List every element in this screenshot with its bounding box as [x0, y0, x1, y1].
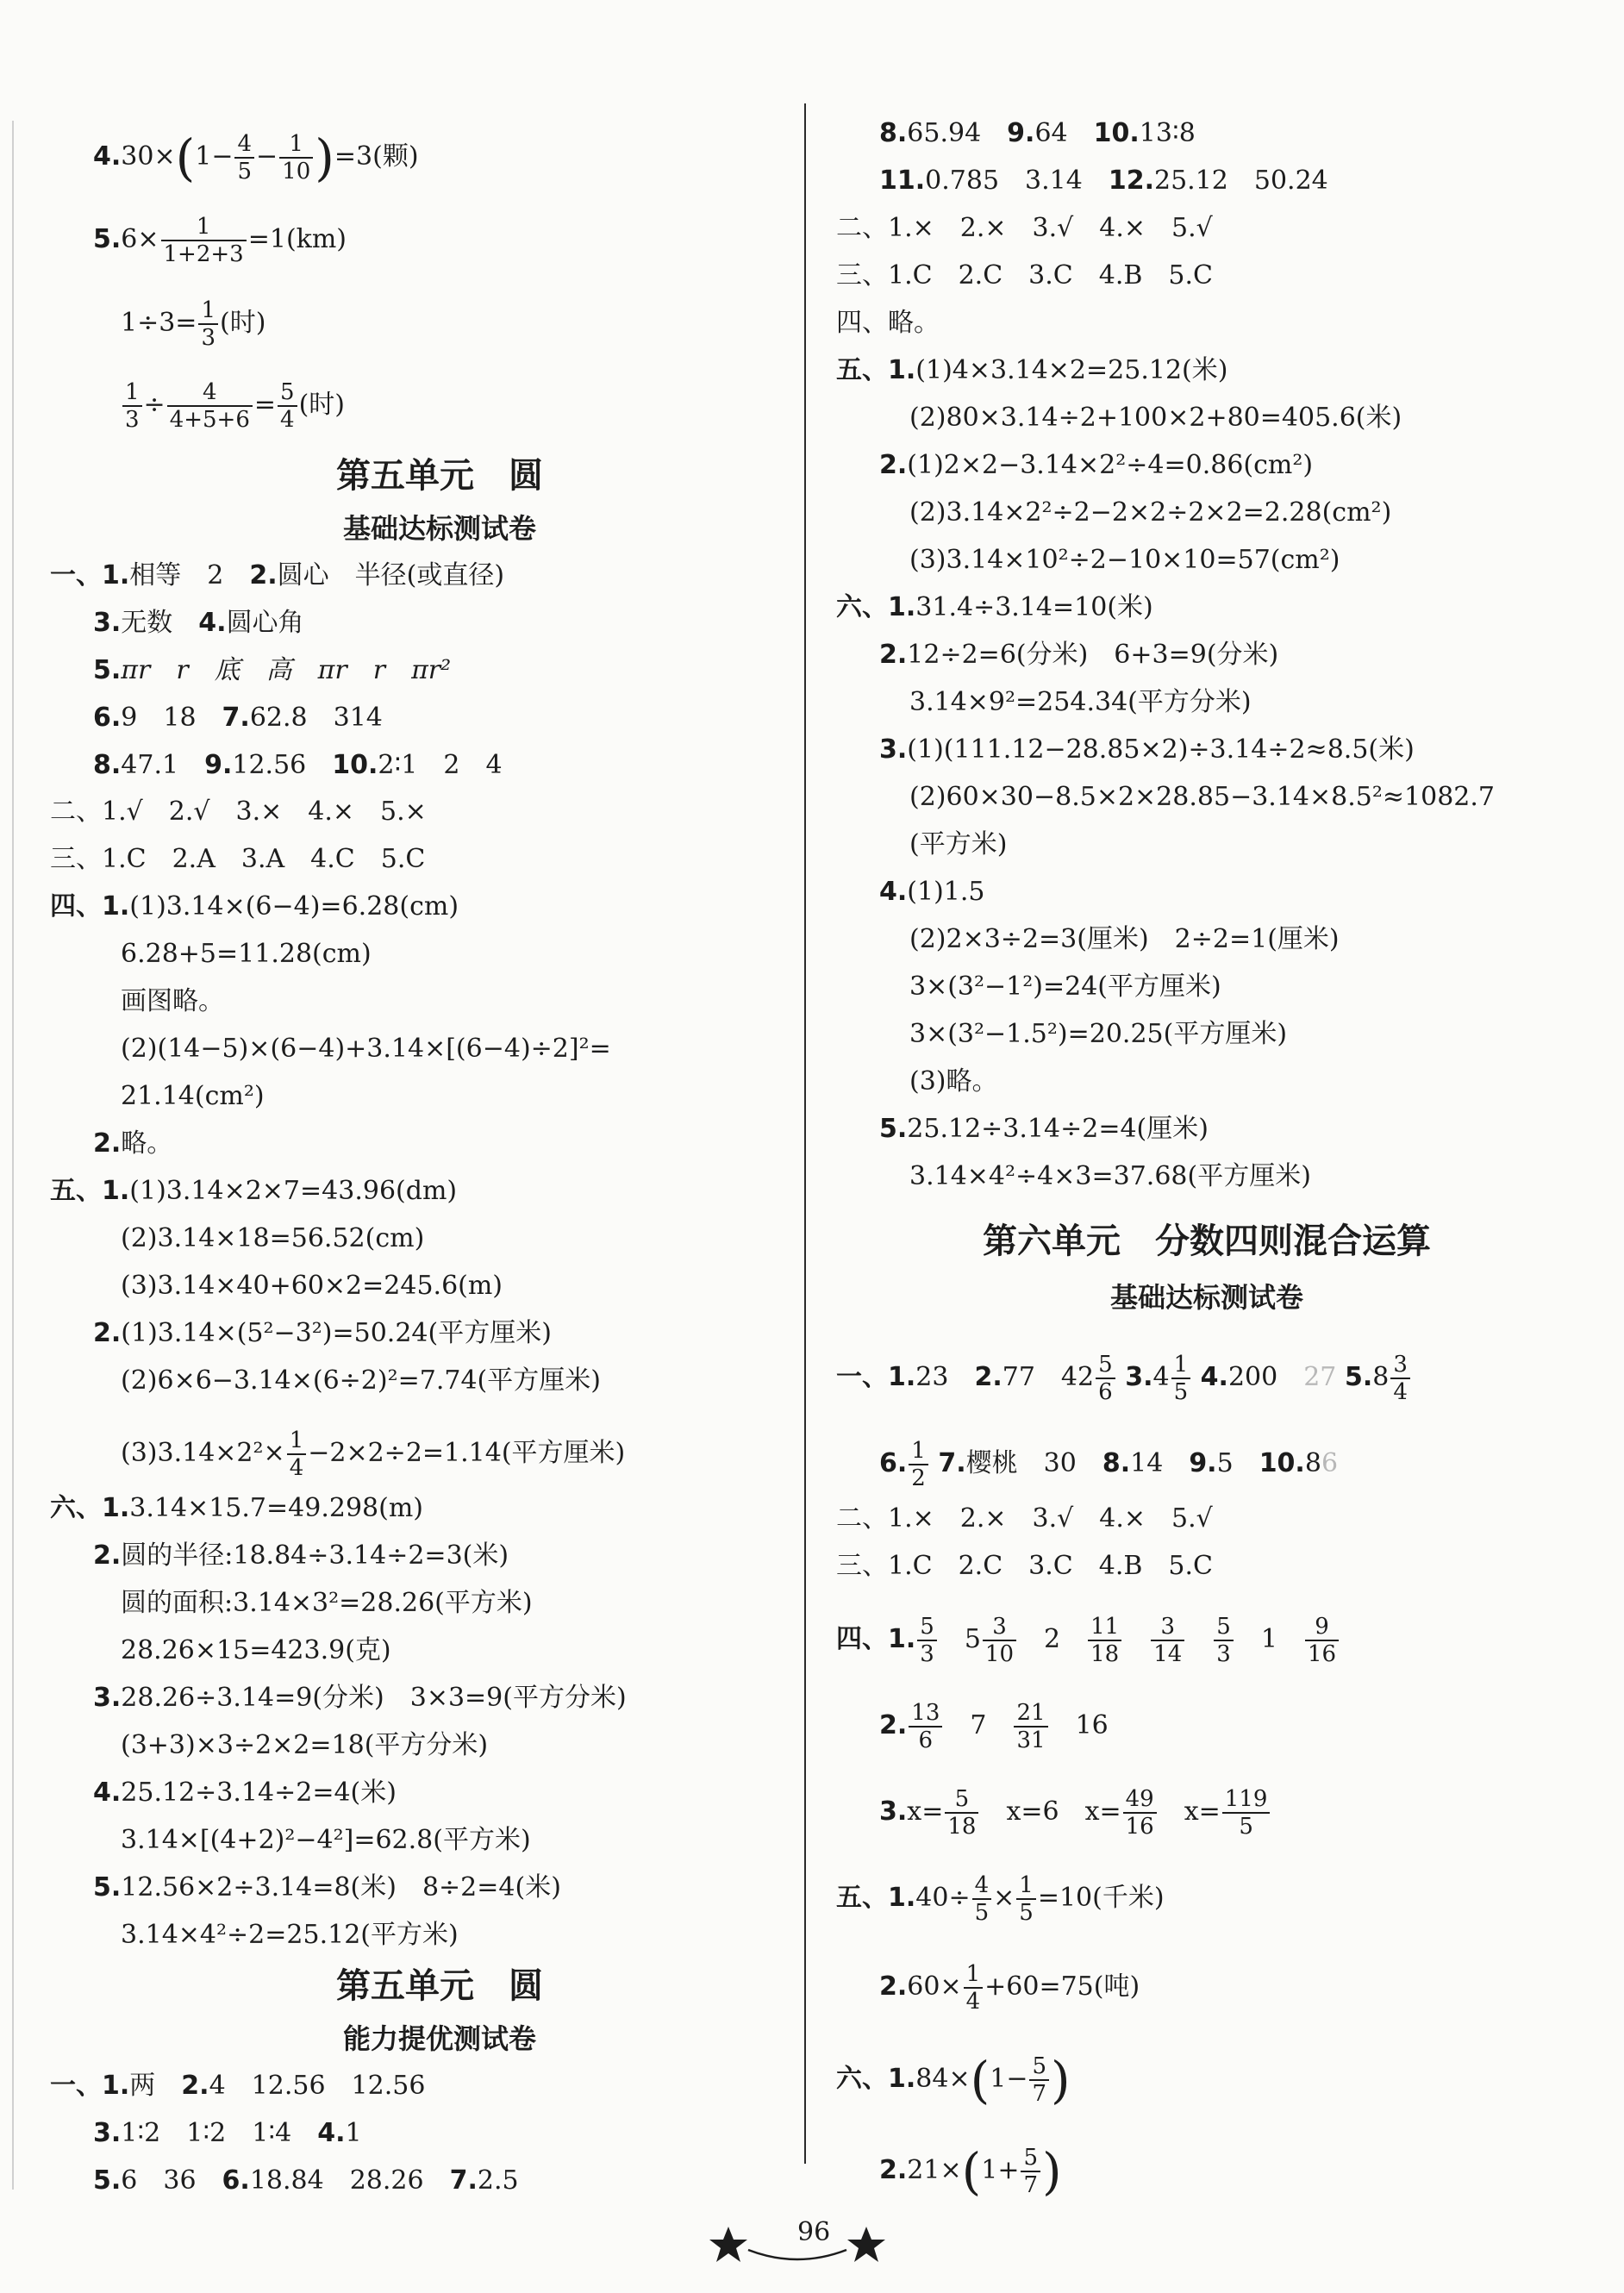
answer-line: 3.x= $\frac{5}{18}$ x=6 x= $\frac{49}{16}$ x= $\frac{119}{5}$	[879, 1786, 1271, 1840]
answer-line: 28.26×15=423.9(克)	[121, 1635, 391, 1665]
answer-line: (3+3)×3÷2×2=18(平方分米)	[121, 1730, 489, 1760]
answer-line: 一、1.两 2.4 12.56 12.56	[50, 2071, 426, 2101]
answer-line: 8.47.1 9.12.56 10.2∶1 2 4	[93, 750, 503, 780]
answer-line: 3.(1)(111.12−28.85×2)÷3.14÷2≈8.5(米)	[879, 734, 1415, 765]
answer-line: 2.(1)3.14×(5²−3²)=50.24(平方厘米)	[93, 1318, 552, 1348]
answer-line: 2.圆的半径:18.84÷3.14÷2=3(米)	[93, 1540, 509, 1571]
section-title: 第五单元 圆	[336, 1966, 543, 2006]
answer-line: 5.25.12÷3.14÷2=4(厘米)	[879, 1114, 1209, 1144]
answer-line: 2.12÷2=6(分米) 6+3=9(分米)	[879, 640, 1279, 670]
answer-line: 五、1.40÷ $\frac{4}{5}$ × $\frac{1}{5}$ =10(千米)	[836, 1872, 1165, 1926]
left-edge-rule	[12, 121, 14, 2190]
column-divider	[804, 103, 806, 2164]
answer-line: (平方米)	[909, 829, 1008, 859]
answer-line: 一、1.相等 2 2.圆心 半径(或直径)	[50, 560, 505, 590]
answer-line: 画图略。	[121, 986, 224, 1016]
answer-line: 3.14×[(4+2)²−4²]=62.8(平方米)	[121, 1825, 531, 1855]
answer-line: 二、1.× 2.× 3.√ 4.× 5.√	[836, 1503, 1213, 1534]
answer-line: $\frac{1}{3}$ ÷ $\frac{4}{4+5+6}$ = $\frac{5}{4}$ (时)	[121, 379, 345, 433]
answer-line: 圆的面积:3.14×3²=28.26(平方米)	[121, 1588, 533, 1618]
section-title: 第五单元 圆	[336, 456, 543, 496]
section-title: 第六单元 分数四则混合运算	[983, 1221, 1431, 1261]
answer-line: 3.14×9²=254.34(平方分米)	[909, 687, 1252, 717]
answer-line: (3)3.14×10²÷2−10×10=57(cm²)	[909, 545, 1340, 575]
answer-line: (2)60×30−8.5×2×28.85−3.14×8.5²≈1082.7	[909, 782, 1495, 812]
answer-line: 三、1.C 2.C 3.C 4.B 5.C	[836, 1551, 1213, 1581]
answer-line: (2)2×3÷2=3(厘米) 2÷2=1(厘米)	[909, 924, 1340, 954]
answer-line: 四、1.(1)3.14×(6−4)=6.28(cm)	[50, 891, 459, 922]
page-number: 96	[797, 2217, 831, 2247]
answer-line: 21.14(cm²)	[121, 1081, 265, 1111]
answer-line: 6. $\frac{1}{2}$ 7.樱桃 30 8.14 9.5 10.86	[879, 1438, 1339, 1491]
answer-line: 四、略。	[836, 308, 940, 338]
answer-line: 5.6× $\frac{1}{1+2+3}$ =1(km)	[93, 214, 347, 267]
answer-line: 一、1.23 2.77 42 $\frac{5}{6}$ 3.4 $\frac{1}{5}$ 4.200 27 5.8 $\frac{3}{4}$	[836, 1352, 1412, 1405]
answer-line: (3)3.14×40+60×2=245.6(m)	[121, 1271, 503, 1301]
answer-line: 4.25.12÷3.14÷2=4(米)	[93, 1778, 397, 1808]
answer-line: 五、1.(1)3.14×2×7=43.96(dm)	[50, 1176, 458, 1206]
section-subtitle: 基础达标测试卷	[1109, 1281, 1303, 1314]
answer-line: 六、1.3.14×15.7=49.298(m)	[50, 1493, 423, 1523]
answer-line: 8.65.94 9.64 10.13∶8	[879, 118, 1196, 148]
answer-line: (2)80×3.14÷2+100×2+80=405.6(米)	[909, 403, 1402, 433]
answer-line: (3)略。	[909, 1066, 998, 1097]
answer-line: 四、1. $\frac{5}{3}$ 5 $\frac{3}{10}$ 2 $\frac{11}{18}$ $\frac{3}{14}$ $\frac{5}{3}$ 1 $\frac{9}{16}$	[836, 1614, 1340, 1667]
answer-line: 5.12.56×2÷3.14=8(米) 8÷2=4(米)	[93, 1872, 561, 1903]
answer-line: 六、1.84×(1− $\frac{5}{7}$ )	[836, 2051, 1071, 2109]
answer-line: 三、1.C 2.C 3.C 4.B 5.C	[836, 260, 1213, 291]
answer-line: (2)(14−5)×(6−4)+3.14×[(6−4)÷2]²=	[121, 1034, 611, 1064]
answer-line: 4.(1)1.5	[879, 877, 985, 907]
answer-line: 2.60× $\frac{1}{4}$ +60=75(吨)	[879, 1961, 1140, 2015]
section-subtitle: 能力提优测试卷	[342, 2022, 536, 2055]
answer-line: 3.1∶2 1∶2 1∶4 4.1	[93, 2118, 362, 2148]
answer-line: (2)3.14×18=56.52(cm)	[121, 1223, 425, 1253]
answer-line: 三、1.C 2.A 3.A 4.C 5.C	[50, 844, 426, 874]
answer-line: 5.6 36 6.18.84 28.26 7.2.5	[93, 2165, 519, 2196]
answer-line: 5.πr r 底 高 πr r πr²	[93, 655, 452, 685]
answer-line: 6.9 18 7.62.8 314	[93, 703, 383, 733]
answer-line: 2.略。	[93, 1128, 173, 1159]
answer-line: 2.21×(1+ $\frac{5}{7}$ )	[879, 2142, 1062, 2201]
answer-line: 3.14×4²÷4×3=37.68(平方厘米)	[909, 1161, 1311, 1191]
answer-line: 4.30×(1− $\frac{4}{5}$ − $\frac{1}{10}$ )=3(颗)	[93, 128, 419, 187]
answer-line: (2)3.14×2²÷2−2×2÷2×2=2.28(cm²)	[909, 497, 1392, 528]
answer-line: 3.14×4²÷2=25.12(平方米)	[121, 1920, 459, 1950]
answer-line: 3×(3²−1.5²)=20.25(平方厘米)	[909, 1019, 1288, 1049]
answer-line: 五、1.(1)4×3.14×2=25.12(米)	[836, 355, 1228, 385]
answer-line: 3.无数 4.圆心角	[93, 608, 304, 638]
answer-line: 二、1.× 2.× 3.√ 4.× 5.√	[836, 213, 1213, 243]
star-ornament-icon	[707, 2224, 888, 2267]
answer-line: 6.28+5=11.28(cm)	[121, 939, 372, 969]
section-subtitle: 基础达标测试卷	[342, 512, 536, 545]
answer-line: 1÷3= $\frac{1}{3}$ (时)	[121, 297, 266, 351]
answer-line: 2.(1)2×2−3.14×2²÷4=0.86(cm²)	[879, 450, 1314, 480]
answer-line: (2)6×6−3.14×(6÷2)²=7.74(平方厘米)	[121, 1365, 601, 1396]
answer-line: 3×(3²−1²)=24(平方厘米)	[909, 972, 1221, 1002]
answer-line: 六、1.31.4÷3.14=10(米)	[836, 592, 1153, 622]
answer-line: 11.0.785 3.14 12.25.12 50.24	[879, 166, 1328, 196]
answer-line: 2. $\frac{13}{6}$ 7 $\frac{21}{31}$ 16	[879, 1700, 1109, 1753]
answer-line: 二、1.√ 2.√ 3.× 4.× 5.×	[50, 797, 427, 827]
answer-line: 3.28.26÷3.14=9(分米) 3×3=9(平方分米)	[93, 1683, 627, 1713]
answer-line: (3)3.14×2²× $\frac{1}{4}$ −2×2÷2=1.14(平方厘米)	[121, 1428, 626, 1481]
